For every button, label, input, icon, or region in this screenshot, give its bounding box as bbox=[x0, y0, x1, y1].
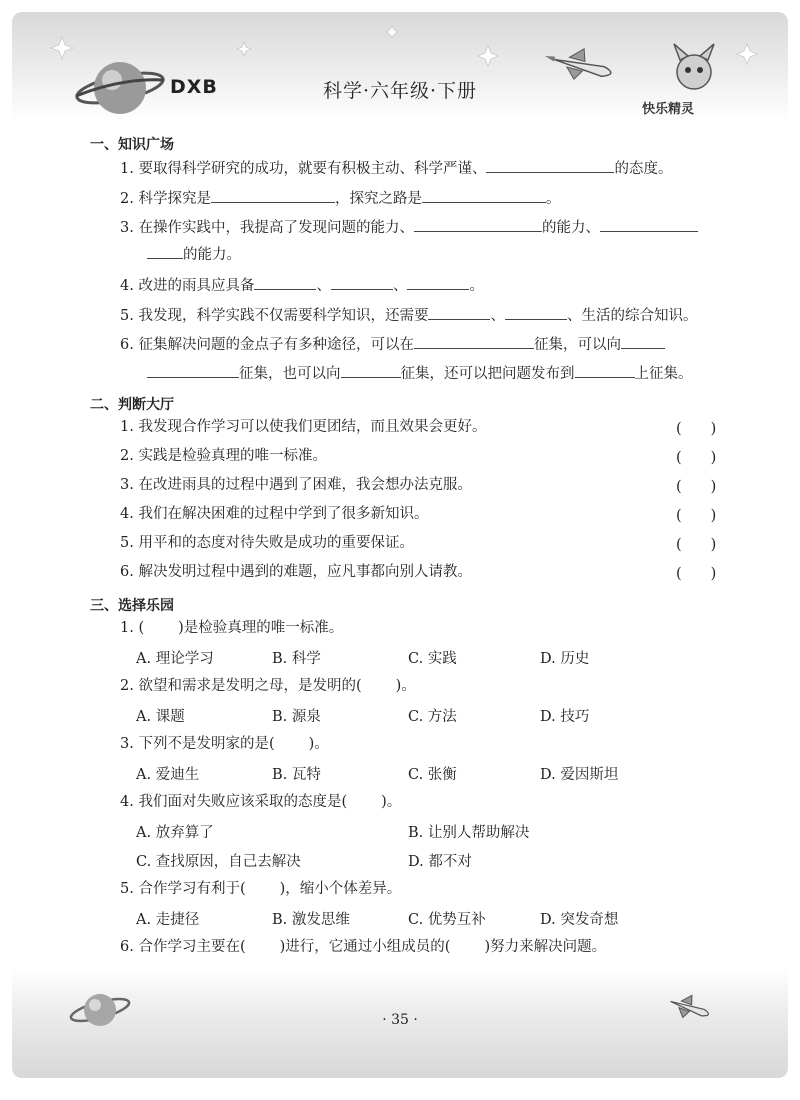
option-b[interactable]: B. 激发思维 bbox=[272, 912, 350, 928]
option-a[interactable]: A. 理论学习 bbox=[136, 651, 214, 667]
answer-blank[interactable] bbox=[428, 304, 490, 320]
option-b[interactable]: B. 源泉 bbox=[272, 709, 321, 725]
answer-blank[interactable] bbox=[147, 243, 183, 259]
option-b[interactable]: B. 科学 bbox=[272, 651, 321, 667]
answer-blank[interactable] bbox=[211, 187, 335, 203]
s3-question-4: 4. 我们面对失败应该采取的态度是( )。 bbox=[120, 794, 402, 810]
judgment-answer-box[interactable]: ( ) bbox=[676, 537, 717, 553]
option-a[interactable]: A. 放弃算了 bbox=[136, 825, 214, 841]
option-a[interactable]: A. 走捷径 bbox=[136, 912, 200, 928]
answer-blank[interactable] bbox=[414, 216, 542, 232]
option-c[interactable]: C. 实践 bbox=[408, 651, 457, 667]
s3-question-6: 6. 合作学习主要在( )进行，它通过小组成员的( )努力来解决问题。 bbox=[120, 939, 607, 955]
s2-statement: 1. 我发现合作学习可以使我们更团结，而且效果会更好。 bbox=[120, 419, 487, 435]
judgment-answer-box[interactable]: ( ) bbox=[676, 450, 717, 466]
option-c[interactable]: C. 方法 bbox=[408, 709, 457, 725]
s1-question-2: 2. 科学探究是 ，探究之路是 。 bbox=[120, 187, 560, 209]
option-d[interactable]: D. 技巧 bbox=[540, 709, 590, 725]
option-a[interactable]: A. 课题 bbox=[136, 709, 185, 725]
option-d[interactable]: D. 爱因斯坦 bbox=[540, 767, 619, 783]
s1-question-1: 1. 要取得科学研究的成功，就要有积极主动、科学严谨、 的态度。 bbox=[120, 157, 672, 179]
s2-statement: 3. 在改进雨具的过程中遇到了困难，我会想办法克服。 bbox=[120, 477, 472, 493]
answer-blank[interactable] bbox=[505, 304, 567, 320]
s1-question-4: 4. 改进的雨具应具备 、 、 。 bbox=[120, 274, 484, 296]
judgment-answer-box[interactable]: ( ) bbox=[676, 421, 717, 437]
option-c[interactable]: C. 张衡 bbox=[408, 767, 457, 783]
s2-statement: 5. 用平和的态度对待失败是成功的重要保证。 bbox=[120, 535, 414, 551]
series-code: DXB bbox=[170, 76, 218, 98]
answer-blank[interactable] bbox=[621, 333, 665, 349]
s1-question-6-cont: 征集，也可以向 征集，还可以把问题发布到 上征集。 bbox=[147, 362, 693, 384]
s3-question-5: 5. 合作学习有利于( )，缩小个体差异。 bbox=[120, 881, 402, 897]
option-d[interactable]: D. 都不对 bbox=[408, 854, 472, 870]
option-b[interactable]: B. 让别人帮助解决 bbox=[408, 825, 530, 841]
answer-blank[interactable] bbox=[575, 362, 635, 378]
section-title-choice: 三、选择乐园 bbox=[90, 598, 174, 614]
page-title: 科学·六年级·下册 bbox=[322, 80, 478, 102]
s3-question-3: 3. 下列不是发明家的是( )。 bbox=[120, 736, 329, 752]
s2-statement: 6. 解决发明过程中遇到的难题，应凡事都向别人请教。 bbox=[120, 564, 472, 580]
option-b[interactable]: B. 瓦特 bbox=[272, 767, 321, 783]
answer-blank[interactable] bbox=[147, 362, 239, 378]
option-d[interactable]: D. 突发奇想 bbox=[540, 912, 619, 928]
answer-blank[interactable] bbox=[254, 274, 316, 290]
brand-logo-text: 快乐精灵 bbox=[642, 102, 695, 117]
answer-blank[interactable] bbox=[341, 362, 401, 378]
judgment-answer-box[interactable]: ( ) bbox=[676, 479, 717, 495]
answer-blank[interactable] bbox=[414, 333, 534, 349]
s1-question-3-cont: 的能力。 bbox=[147, 243, 241, 265]
section-title-judgment: 二、判断大厅 bbox=[90, 397, 174, 413]
s3-question-2: 2. 欲望和需求是发明之母，是发明的( )。 bbox=[120, 678, 416, 694]
worksheet-page bbox=[12, 12, 788, 1078]
answer-blank[interactable] bbox=[486, 157, 614, 173]
answer-blank[interactable] bbox=[407, 274, 469, 290]
option-d[interactable]: D. 历史 bbox=[540, 651, 590, 667]
judgment-answer-box[interactable]: ( ) bbox=[676, 566, 717, 582]
option-a[interactable]: A. 爱迪生 bbox=[136, 767, 200, 783]
option-c[interactable]: C. 优势互补 bbox=[408, 912, 486, 928]
answer-blank[interactable] bbox=[600, 216, 698, 232]
s1-question-5: 5. 我发现，科学实践不仅需要科学知识，还需要 、 、生活的综合知识。 bbox=[120, 304, 697, 326]
s2-statement: 2. 实践是检验真理的唯一标准。 bbox=[120, 448, 327, 464]
s1-question-3: 3. 在操作实践中，我提高了发现问题的能力、 的能力、 bbox=[120, 216, 698, 238]
section-title-knowledge: 一、知识广场 bbox=[90, 137, 174, 153]
s1-question-6: 6. 征集解决问题的金点子有多种途径，可以在 征集，可以向 bbox=[120, 333, 665, 355]
s3-question-1: 1. ( )是检验真理的唯一标准。 bbox=[120, 620, 344, 636]
page-header bbox=[12, 12, 788, 122]
judgment-answer-box[interactable]: ( ) bbox=[676, 508, 717, 524]
answer-blank[interactable] bbox=[331, 274, 393, 290]
s2-statement: 4. 我们在解决困难的过程中学到了很多新知识。 bbox=[120, 506, 429, 522]
option-c[interactable]: C. 查找原因，自己去解决 bbox=[136, 854, 301, 870]
page-number: · 35 · bbox=[382, 1012, 418, 1028]
star-icon bbox=[51, 26, 757, 66]
answer-blank[interactable] bbox=[422, 187, 546, 203]
